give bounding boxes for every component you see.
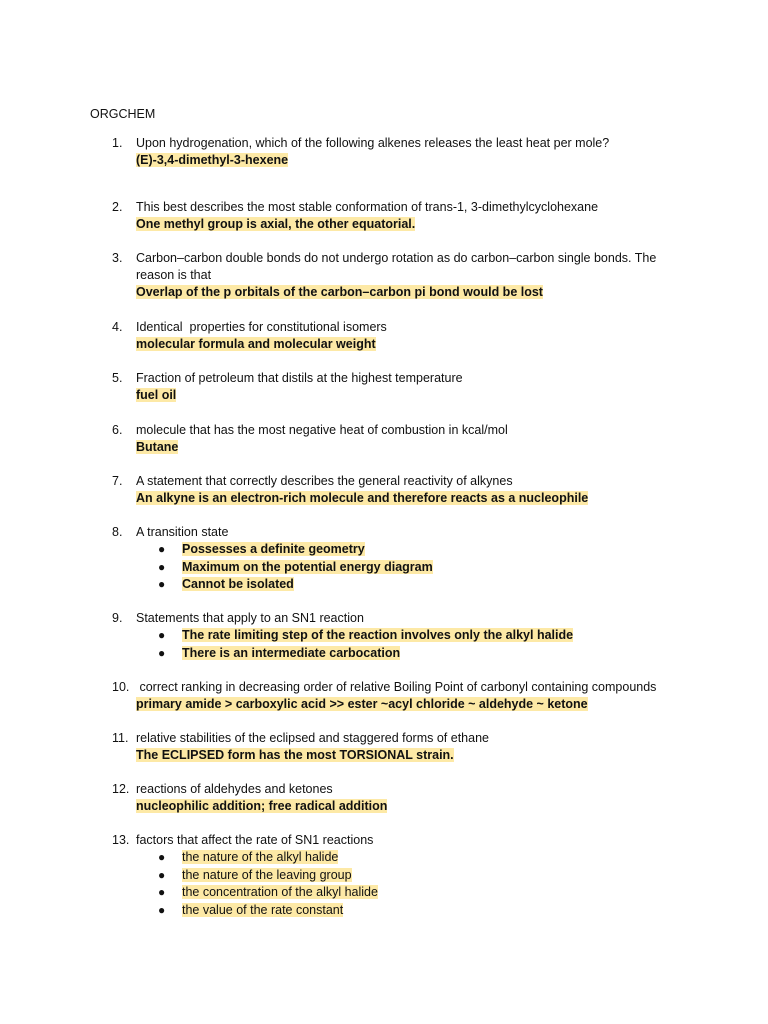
question-number: 13. [112,833,130,847]
question-13 [112,832,672,919]
bullet-icon: ● [158,542,166,556]
question-text: Fraction of petroleum that distils at the highest temperature [136,371,463,385]
bullet-icon: ● [158,577,166,591]
bullet-icon: ● [158,559,166,574]
question-number: 7. [112,474,123,488]
question-5 [112,370,672,404]
question-text: correct ranking in decreasing order of relative Boiling Point of carbonyl containing compounds [136,680,657,694]
answer-text: One methyl group is axial, the other equatorial. [136,217,416,231]
question-number: 10. [112,680,130,694]
question-number: 4. [112,320,123,334]
question-text: Statements that apply to an SN1 reaction [136,611,364,625]
question-number: 6. [112,423,123,437]
answer-text: (E)-3,4-dimethyl-3-hexene [136,153,289,167]
question-text: molecule that has the most negative heat of combustion in kcal/mol [136,423,508,437]
question-12 [112,781,672,815]
list-item [158,559,672,577]
question-number: 8. [112,525,123,539]
answer-text: Overlap of the p orbitals of the carbon–carbon pi bond would be lost [136,285,543,299]
answer-text: Maximum on the potential energy diagram [182,559,433,574]
list-item [158,645,672,663]
question-number: 2. [112,200,123,214]
answer-text: There is an intermediate carbocation [182,645,401,660]
question-10 [112,679,692,713]
document-title: ORGCHEM [90,107,156,121]
answer-text: the concentration of the alkyl halide [182,885,378,899]
list-item [158,849,672,867]
bullet-icon: ● [158,885,166,899]
question-text: reactions of aldehydes and ketones [136,782,333,796]
question-text-line-2: reason is that [136,268,212,282]
question-text: Upon hydrogenation, which of the following alkenes releases the least heat per mole? [136,136,610,150]
question-text-line-1: Carbon–carbon double bonds do not undergo rotation as do carbon–carbon single bonds. The [136,251,657,265]
bullet-icon: ● [158,867,166,882]
answer-text: the nature of the leaving group [182,867,352,882]
question-text: factors that affect the rate of SN1 reactions [136,833,374,847]
list-item [158,867,672,885]
answer-text: The rate limiting step of the reaction involves only the alkyl halide [182,628,574,642]
question-text: Identical properties for constitutional isomers [136,320,387,334]
answer-text: Cannot be isolated [182,577,294,591]
question-text: A transition state [136,525,229,539]
question-2 [112,199,672,233]
answer-text: the nature of the alkyl halide [182,850,339,864]
question-7 [112,473,672,507]
question-text: This best describes the most stable conformation of trans-1, 3-dimethylcyclohexane [136,200,599,214]
question-3 [112,250,672,301]
question-number: 5. [112,371,123,385]
answer-text: nucleophilic addition; free radical addition [136,799,388,813]
list-item [158,627,672,645]
answer-text: An alkyne is an electron-rich molecule and therefore reacts as a nucleophile [136,491,589,505]
answer-list [136,627,672,662]
question-text: A statement that correctly describes the general reactivity of alkynes [136,474,513,488]
question-number: 11. [112,731,129,745]
list-item [158,902,672,920]
question-number: 9. [112,611,123,625]
bullet-icon: ● [158,902,166,917]
answer-text: Possesses a definite geometry [182,542,365,556]
answer-text: The ECLIPSED form has the most TORSIONAL strain. [136,748,454,762]
list-item [158,576,672,594]
answer-text: fuel oil [136,388,177,402]
bullet-icon: ● [158,645,166,660]
question-9 [112,610,672,662]
question-4 [112,319,672,353]
list-item [158,541,672,559]
question-8 [112,524,672,594]
list-item [158,884,672,902]
answer-list [136,541,672,594]
question-number: 1. [112,136,123,150]
answer-text: primary amide > carboxylic acid >> ester ~acyl chloride ~ aldehyde ~ ketone [136,697,588,711]
question-number: 12. [112,782,130,796]
question-number: 3. [112,251,123,265]
bullet-icon: ● [158,850,166,864]
question-1 [112,135,672,169]
question-6 [112,422,672,456]
question-11 [112,730,672,764]
bullet-icon: ● [158,628,166,642]
answer-list [136,849,672,919]
answer-text: Butane [136,440,179,454]
answer-text: the value of the rate constant [182,902,344,917]
question-text: relative stabilities of the eclipsed and staggered forms of ethane [136,731,489,745]
answer-text: molecular formula and molecular weight [136,337,376,351]
